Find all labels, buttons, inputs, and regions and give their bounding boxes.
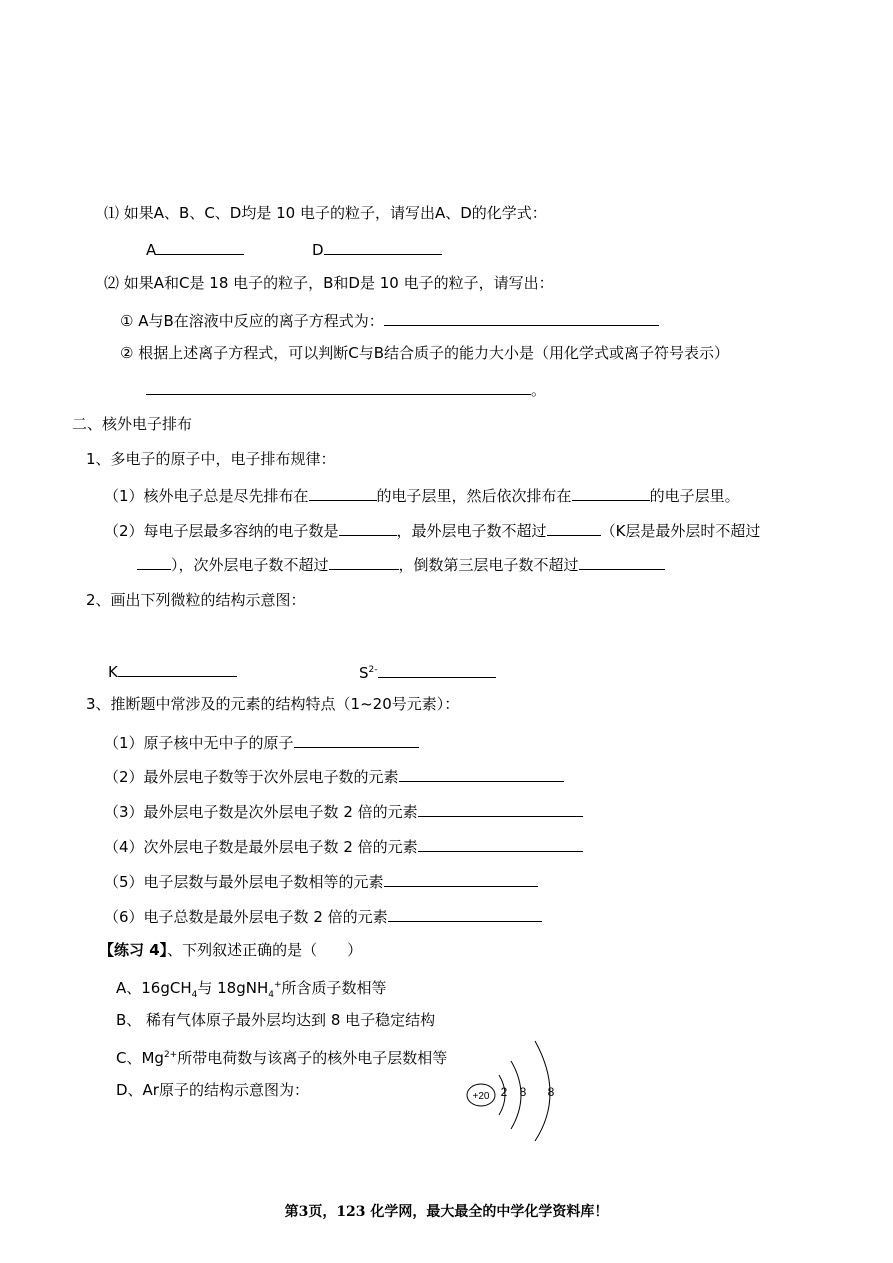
option-a-sub2: 4 bbox=[268, 990, 274, 1000]
feature-1-text: （1）原子核中无中子的原子 bbox=[104, 734, 294, 752]
answer-line-d bbox=[312, 238, 442, 260]
feature-5-text: （5）电子层数与最外层电子数相等的元素 bbox=[104, 873, 384, 891]
feature-6-text: （6）电子总数是最外层电子数 2 倍的元素 bbox=[104, 908, 388, 926]
blank-rule-2-d[interactable] bbox=[329, 553, 399, 570]
label-s-charge: 2- bbox=[368, 665, 378, 675]
rule-1-b: 的电子层里，然后依次排布在 bbox=[376, 487, 572, 505]
blank-rule-1-b[interactable] bbox=[572, 484, 650, 501]
blank-rule-2-b[interactable] bbox=[547, 519, 601, 536]
option-c-sup: 2+ bbox=[163, 1050, 178, 1060]
draw-k bbox=[108, 660, 237, 682]
question-2-2-answer bbox=[146, 378, 546, 400]
option-a-sub1: 4 bbox=[191, 990, 198, 1000]
question-2: ⑵ 如果A和C是 18 电子的粒子，B和D是 10 电子的粒子，请写出： bbox=[104, 274, 554, 292]
question-2-2: ② 根据上述离子方程式，可以判断C与B结合质子的能力大小是（用化学式或离子符号表示） bbox=[120, 344, 729, 362]
option-a-mid: 与 18gNH bbox=[197, 979, 269, 997]
shell-count-2: 8 bbox=[519, 1085, 527, 1099]
rule-2-a: （2）每电子层最多容纳的电子数是 bbox=[104, 522, 339, 540]
feature-4 bbox=[104, 835, 583, 857]
blank-rule-1-a[interactable] bbox=[309, 484, 377, 501]
feature-1 bbox=[104, 731, 419, 753]
label-d: D bbox=[312, 241, 324, 259]
rule-2 bbox=[104, 519, 760, 541]
blank-rule-2-a[interactable] bbox=[339, 519, 397, 536]
exercise-title: 【练习 4】 bbox=[99, 941, 168, 959]
option-c-pre: C、Mg bbox=[116, 1049, 164, 1067]
nucleus-label: +20 bbox=[472, 1091, 490, 1102]
shell-count-3: 8 bbox=[547, 1085, 555, 1099]
blank-feature-5[interactable] bbox=[384, 870, 538, 887]
rule-2-c: （K层是最外层时不超过 bbox=[600, 522, 761, 540]
option-a-post: 所含质子数相等 bbox=[281, 979, 387, 997]
question-1: ⑴ 如果A、B、C、D均是 10 电子的粒子，请写出A、D的化学式： bbox=[104, 204, 547, 222]
draw-s bbox=[359, 660, 496, 683]
blank-k[interactable] bbox=[118, 660, 237, 677]
option-d[interactable]: D、Ar原子的结构示意图为： bbox=[116, 1081, 309, 1099]
feature-2-text: （2）最外层电子数等于次外层电子数的元素 bbox=[104, 768, 399, 786]
label-s: S bbox=[359, 664, 369, 682]
question-2-1-text: ① A与B在溶液中反应的离子方程式为： bbox=[120, 312, 384, 330]
blank-feature-6[interactable] bbox=[388, 905, 542, 922]
blank-proton-ability[interactable] bbox=[146, 378, 531, 395]
blank-rule-2-c[interactable] bbox=[137, 553, 171, 570]
blank-feature-4[interactable] bbox=[418, 835, 583, 852]
option-a[interactable] bbox=[116, 975, 387, 1005]
rule-2-cont bbox=[137, 553, 665, 575]
blank-feature-2[interactable] bbox=[399, 765, 564, 782]
label-k: K bbox=[108, 663, 118, 681]
option-b[interactable]: B、 稀有气体原子最外层均达到 8 电子稳定结构 bbox=[116, 1011, 436, 1029]
option-c[interactable] bbox=[116, 1045, 447, 1068]
exercise-question bbox=[99, 940, 362, 960]
rule-2-d: ），次外层电子数不超过 bbox=[171, 556, 329, 574]
blank-feature-1[interactable] bbox=[294, 731, 419, 748]
feature-6 bbox=[104, 905, 542, 927]
feature-3-text: （3）最外层电子数是次外层电子数 2 倍的元素 bbox=[104, 803, 418, 821]
blank-s[interactable] bbox=[378, 661, 496, 678]
label-a: A bbox=[146, 241, 157, 259]
page-footer: 第3页，123 化学网，最大最全的中学化学资料库！ bbox=[284, 1204, 609, 1220]
blank-ionic-equation[interactable] bbox=[384, 309, 659, 326]
blank-a[interactable] bbox=[156, 238, 244, 255]
rule-2-e: ，倒数第三层电子数不超过 bbox=[398, 556, 579, 574]
section-title: 二、核外电子排布 bbox=[72, 415, 193, 433]
shell-count-1: 2 bbox=[500, 1085, 508, 1099]
draw-heading: 2、画出下列微粒的结构示意图： bbox=[86, 591, 306, 609]
rule-2-b: ，最外层电子数不超过 bbox=[396, 522, 547, 540]
feature-5 bbox=[104, 870, 538, 892]
rule-1-c: 的电子层里。 bbox=[649, 487, 740, 505]
blank-d[interactable] bbox=[324, 238, 442, 255]
rule-1-a: （1）核外电子总是尽先排布在 bbox=[104, 487, 309, 505]
option-a-sup2: + bbox=[273, 980, 282, 990]
answer-line-a bbox=[146, 238, 244, 260]
feature-4-text: （4）次外层电子数是最外层电子数 2 倍的元素 bbox=[104, 838, 418, 856]
question-2-1 bbox=[120, 309, 659, 331]
feature-3 bbox=[104, 800, 583, 822]
rule-heading: 1、多电子的原子中，电子排布规律： bbox=[86, 450, 336, 468]
exercise-text: 、下列叙述正确的是（ ） bbox=[167, 941, 363, 959]
feature-2 bbox=[104, 765, 564, 787]
rule-1 bbox=[104, 484, 740, 506]
option-c-post: 所带电荷数与该离子的核外电子层数相等 bbox=[177, 1049, 448, 1067]
features-heading: 3、推断题中常涉及的元素的结构特点（1~20号元素）： bbox=[86, 695, 460, 713]
blank-rule-2-e[interactable] bbox=[579, 553, 665, 570]
atom-structure-diagram bbox=[455, 1035, 575, 1145]
blank-feature-3[interactable] bbox=[418, 800, 583, 817]
period-mark: 。 bbox=[531, 381, 547, 399]
option-a-pre: A、16gCH bbox=[116, 979, 192, 997]
